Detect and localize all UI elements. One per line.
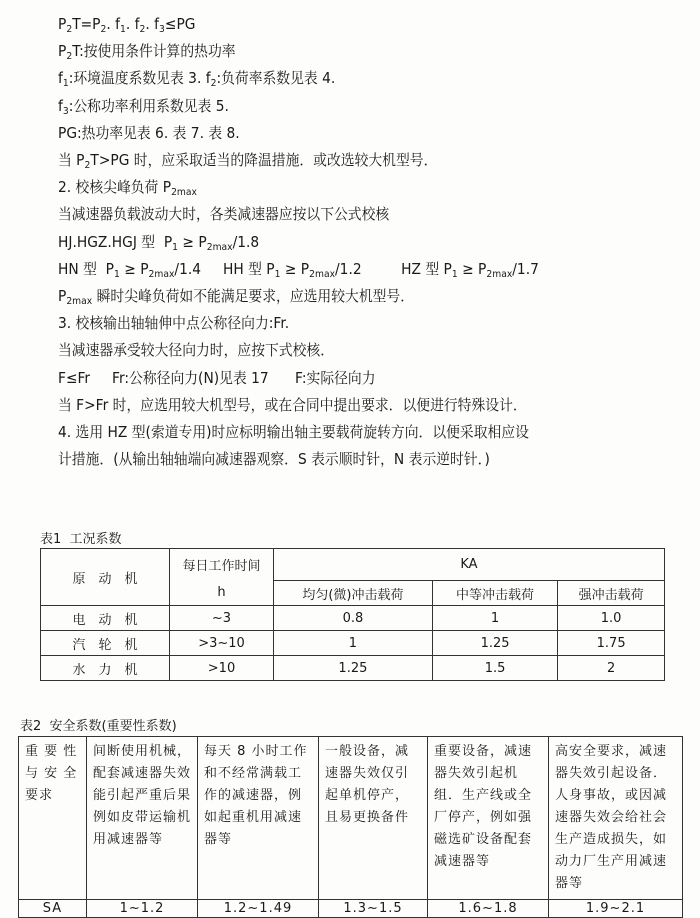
subscript: 2max	[171, 187, 197, 199]
text-line	[58, 395, 527, 415]
text-line	[58, 422, 529, 442]
cell: >3~10	[170, 631, 274, 656]
text-line	[58, 96, 229, 116]
cell: 1.25	[432, 631, 557, 656]
cell: 1	[432, 606, 557, 631]
text-segment: F≤Fr Fr:公称径向力(N)见表 17 F:实际径向力	[58, 368, 376, 387]
subscript: 2max	[206, 241, 233, 253]
text-segment: f	[58, 69, 63, 88]
header-medium: 中等冲击载荷	[432, 581, 557, 606]
text-segment: 当减速器负载波动大时，各类减速器应按以下公式校核	[58, 205, 390, 224]
text-segment: . f	[125, 15, 140, 33]
text-segment: 瞬时尖峰负荷如不能满足要求，应选用较大机型号．	[92, 287, 415, 305]
text-segment: ≥ P	[178, 232, 207, 251]
header-strong: 强冲击载荷	[558, 581, 665, 606]
text-line	[58, 14, 195, 34]
subscript: 1	[113, 268, 120, 280]
cell: 一般设备，减速器失效仅引起单机停产，且易更换备件	[319, 737, 428, 900]
text-line	[58, 150, 437, 170]
subscript: 2	[84, 160, 91, 171]
cell: 1~1.2	[87, 900, 198, 918]
table1-caption: 表1 工况系数	[40, 532, 122, 547]
cell: 汽 轮 机	[41, 631, 170, 656]
text-segment: /1.2 HZ 型 P	[335, 259, 452, 278]
text-line	[58, 41, 236, 61]
text-segment: :环境温度系数见表 3. f	[68, 69, 211, 88]
header-ka: KA	[274, 549, 665, 581]
subscript: 1	[120, 24, 126, 35]
cell: 重要设备，减速器失效引起机组．生产线或全厂停产，例如强磁选矿设备配套减速器等	[428, 737, 549, 900]
table-row	[19, 737, 683, 900]
cell: 0.8	[274, 606, 433, 631]
text-segment: 3. 校核输出轴轴伸中点公称径向力:Fr.	[58, 314, 290, 333]
cell: 电 动 机	[41, 606, 170, 631]
text-segment: HJ.HGZ.HGJ 型 P	[58, 232, 173, 251]
table2-safety-factor	[18, 736, 683, 918]
text-segment: 当 P	[58, 151, 85, 169]
text-segment: P	[58, 287, 67, 305]
cell: 1.6~1.8	[428, 900, 549, 918]
cell: 1.0	[558, 606, 665, 631]
cell: 1.2~1.49	[198, 900, 319, 918]
subscript: 2	[66, 24, 73, 35]
header-uniform: 均匀(微)冲击载荷	[274, 581, 433, 606]
text-segment: ≥ P	[280, 259, 310, 278]
text-segment: ≤PG	[164, 15, 196, 33]
cell: 每天 8 小时工作和不经常满载工作的减速器，例如起重机用减速器等	[198, 737, 319, 900]
cell: 1.75	[558, 631, 665, 656]
text-line	[58, 204, 389, 224]
text-segment: ≥ P	[119, 259, 149, 278]
cell: 1.25	[274, 656, 433, 681]
cell: 1.5	[432, 656, 557, 681]
table-row	[41, 606, 665, 631]
text-line	[58, 68, 335, 88]
cell: ~3	[170, 606, 274, 631]
text-segment: P	[58, 42, 67, 61]
subscript: 2max	[66, 296, 93, 307]
text-segment: P	[58, 15, 67, 33]
text-segment: T>PG 时，应采取适当的降温措施．或改选较大机型号．	[90, 151, 438, 169]
table2-caption: 表2 安全系数(重要性系数)	[20, 719, 177, 734]
header-hours-unit: h	[170, 581, 274, 606]
text-line	[58, 340, 334, 360]
text-line	[58, 449, 490, 469]
text-line	[58, 368, 376, 388]
text-line	[58, 313, 289, 333]
text-segment: /1.8	[232, 232, 260, 251]
subscript: 1	[172, 241, 179, 253]
cell: 1.9~2.1	[549, 900, 683, 918]
cell: 2	[558, 656, 665, 681]
text-segment: :负荷率系数见表 4.	[216, 69, 336, 88]
text-line	[58, 286, 414, 306]
subscript: 2max	[486, 268, 513, 280]
subscript: 1	[62, 78, 69, 90]
cell: >10	[170, 656, 274, 681]
text-line	[58, 259, 539, 279]
text-line	[58, 123, 240, 143]
header-motor: 原 动 机	[41, 549, 170, 606]
text-segment: f	[58, 96, 63, 115]
cell: 重 要 性 与 安 全 要求	[19, 737, 87, 900]
subscript: 1	[274, 268, 281, 280]
cell: 间断使用机械，配套减速器失效能引起严重后果例如皮带运输机用减速器等	[87, 737, 198, 900]
text-segment: . f	[106, 15, 121, 33]
text-line	[58, 177, 197, 197]
subscript: 2	[66, 51, 73, 63]
text-segment: T=P	[72, 15, 101, 33]
text-segment: 当 F>Fr 时，应选用较大机型号，或在合同中提出要求．以便进行特殊设计．	[58, 395, 527, 414]
text-segment: . f	[145, 15, 160, 33]
table-row	[41, 656, 665, 681]
subscript: 2	[210, 78, 217, 90]
text-segment: ≥ P	[457, 259, 487, 278]
cell: 高安全要求，减速器失效引起设备．人身事故，或因减速器失效会给社会生产造成损失，如动力厂生产用减速器等	[549, 737, 683, 900]
cell: 水 力 机	[41, 656, 170, 681]
table-row	[19, 900, 683, 918]
subscript: 1	[451, 268, 458, 280]
cell: 1	[274, 631, 433, 656]
subscript: 2max	[309, 268, 336, 280]
text-segment: 计措施．(从输出轴轴端向减速器观察．S 表示顺时针，N 表示逆时针．)	[58, 450, 490, 469]
text-segment: /1.4 HH 型 P	[174, 259, 275, 278]
text-segment: 4. 选用 HZ 型(索道专用)时应标明输出轴主要载荷旋转方向．以便采取相应设	[58, 423, 529, 441]
text-segment: /1.7	[512, 259, 539, 278]
text-segment: 当减速器承受较大径向力时，应按下式校核．	[58, 341, 335, 360]
table-row	[41, 631, 665, 656]
text-line	[58, 232, 259, 252]
text-segment: 2. 校核尖峰负荷 P	[58, 178, 172, 197]
subscript: 2	[139, 24, 146, 35]
text-segment: HN 型 P	[58, 259, 114, 278]
subscript: 2max	[148, 268, 175, 280]
text-segment: T:按使用条件计算的热功率	[72, 42, 236, 61]
table1-work-factor	[40, 548, 665, 681]
cell: SA	[19, 900, 87, 918]
subscript: 3	[159, 24, 165, 35]
text-segment: :公称功率利用系数见表 5.	[68, 96, 229, 115]
subscript: 2	[100, 24, 107, 35]
text-segment: PG:热功率见表 6. 表 7. 表 8.	[58, 123, 240, 142]
cell: 1.3~1.5	[319, 900, 428, 918]
header-hours: 每日工作时间	[170, 549, 274, 581]
subscript: 3	[62, 105, 69, 117]
